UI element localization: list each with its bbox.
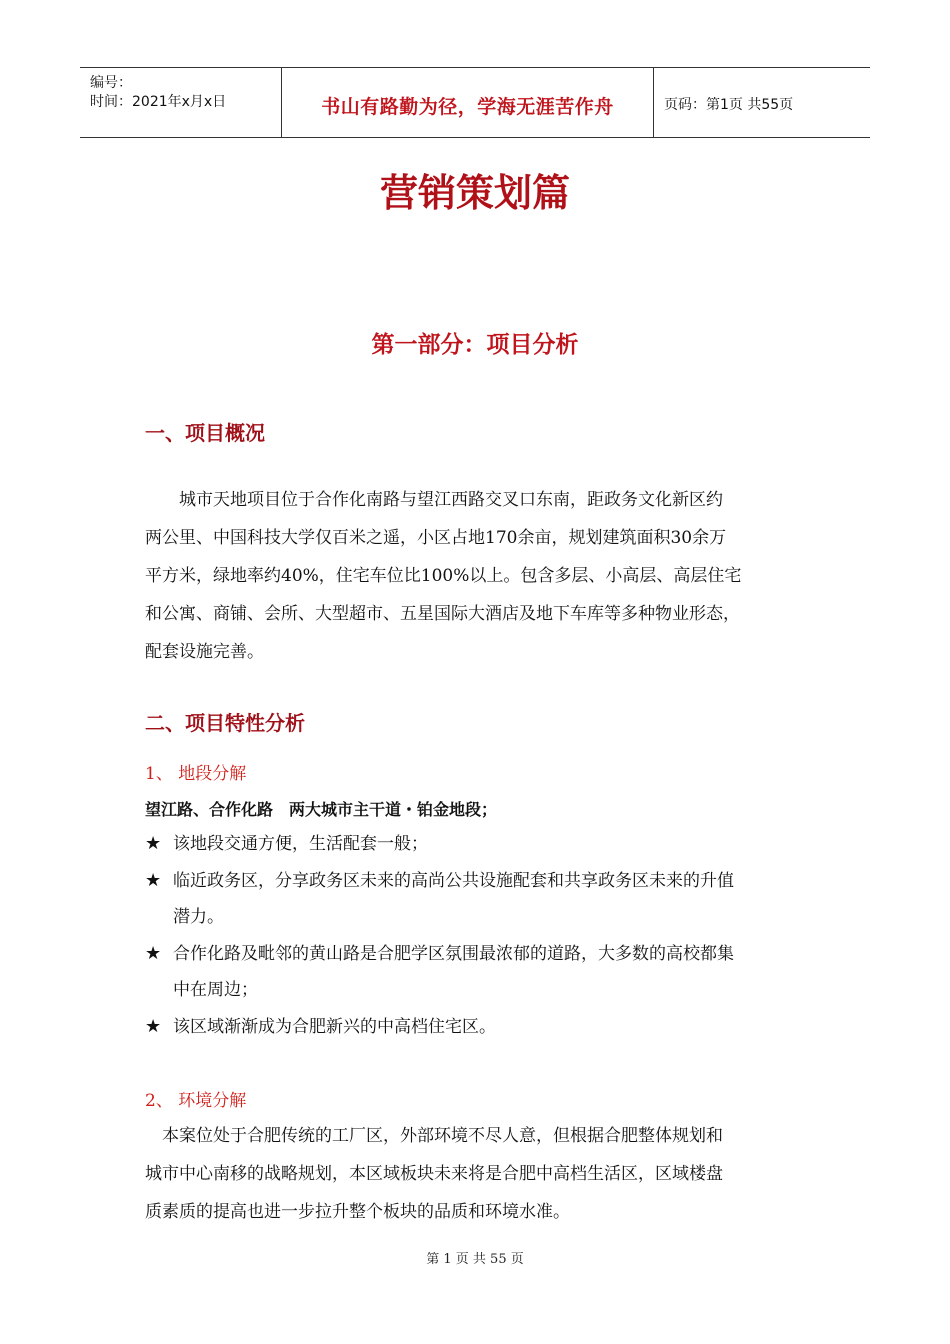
bullet-item bbox=[145, 826, 815, 862]
subsection1-heading: 1、 地段分解 bbox=[145, 764, 247, 784]
star-icon: ★ bbox=[145, 1016, 162, 1037]
paragraph-line: 质素质的提高也进一步拉升整个板块的品质和环境水准。 bbox=[145, 1202, 570, 1222]
location-bullets bbox=[145, 826, 815, 1046]
star-icon: ★ bbox=[145, 833, 162, 854]
paragraph-line: 和公寓、商铺、会所、大型超市、五星国际大酒店及地下车库等多种物业形态， bbox=[145, 604, 740, 624]
motto: 书山有路勤为径，学海无涯苦作舟 bbox=[321, 96, 614, 118]
bullet-item bbox=[145, 1009, 815, 1045]
number-label: 编号： bbox=[90, 75, 132, 91]
paragraph-line: 城市中心南移的战略规划，本区域板块未来将是合肥中高档生活区，区域楼盘 bbox=[145, 1164, 723, 1184]
bullet-text: 临近政务区，分享政务区未来的高尚公共设施配套和共享政务区未来的升值 bbox=[173, 871, 734, 891]
document-title: 营销策划篇 bbox=[379, 171, 570, 215]
section1-heading: 一、项目概况 bbox=[145, 421, 265, 445]
section2-heading: 二、项目特性分析 bbox=[145, 711, 305, 735]
header-page-cell bbox=[654, 68, 870, 137]
star-icon: ★ bbox=[145, 870, 162, 891]
header-motto-cell bbox=[282, 68, 654, 137]
paragraph-line: 两公里、中国科技大学仅百米之遥，小区占地170余亩，规划建筑面积30余万 bbox=[145, 528, 727, 548]
subsection2-heading: 2、 环境分解 bbox=[145, 1091, 247, 1111]
header-table bbox=[80, 67, 870, 138]
bullet-item bbox=[145, 863, 815, 935]
paragraph-line: 平方米，绿地率约40%，住宅车位比100%以上。包含多层、小高层、高层住宅 bbox=[145, 566, 742, 586]
bullet-text: 该地段交通方便，生活配套一般； bbox=[173, 834, 428, 854]
page-footer: 第 1 页 共 55 页 bbox=[426, 1252, 524, 1267]
star-icon: ★ bbox=[145, 943, 162, 964]
bullet-text: 该区域渐渐成为合肥新兴的中高档住宅区。 bbox=[173, 1017, 496, 1037]
page-info: 页码：第1页 共55页 bbox=[664, 97, 794, 113]
time-label: 时间：2021年x月x日 bbox=[90, 94, 227, 110]
bullet-item bbox=[145, 936, 815, 1008]
bullet-text: 合作化路及毗邻的黄山路是合肥学区氛围最浓郁的道路，大多数的高校都集 bbox=[173, 944, 734, 964]
paragraph-line: 配套设施完善。 bbox=[145, 642, 264, 662]
part-title: 第一部分：项目分析 bbox=[371, 332, 579, 358]
section1-paragraph bbox=[145, 481, 810, 671]
section2-paragraph bbox=[145, 1117, 810, 1231]
paragraph-line: 本案位处于合肥传统的工厂区，外部环境不尽人意，但根据合肥整体规划和 bbox=[145, 1126, 723, 1146]
bullet-text: 潜力。 bbox=[173, 907, 224, 927]
header-meta-cell bbox=[80, 68, 282, 137]
location-summary: 望江路、合作化路 两大城市主干道・铂金地段； bbox=[145, 800, 498, 819]
paragraph-line: 城市天地项目位于合作化南路与望江西路交叉口东南，距政务文化新区约 bbox=[145, 490, 723, 510]
bullet-text: 中在周边； bbox=[173, 980, 258, 1000]
